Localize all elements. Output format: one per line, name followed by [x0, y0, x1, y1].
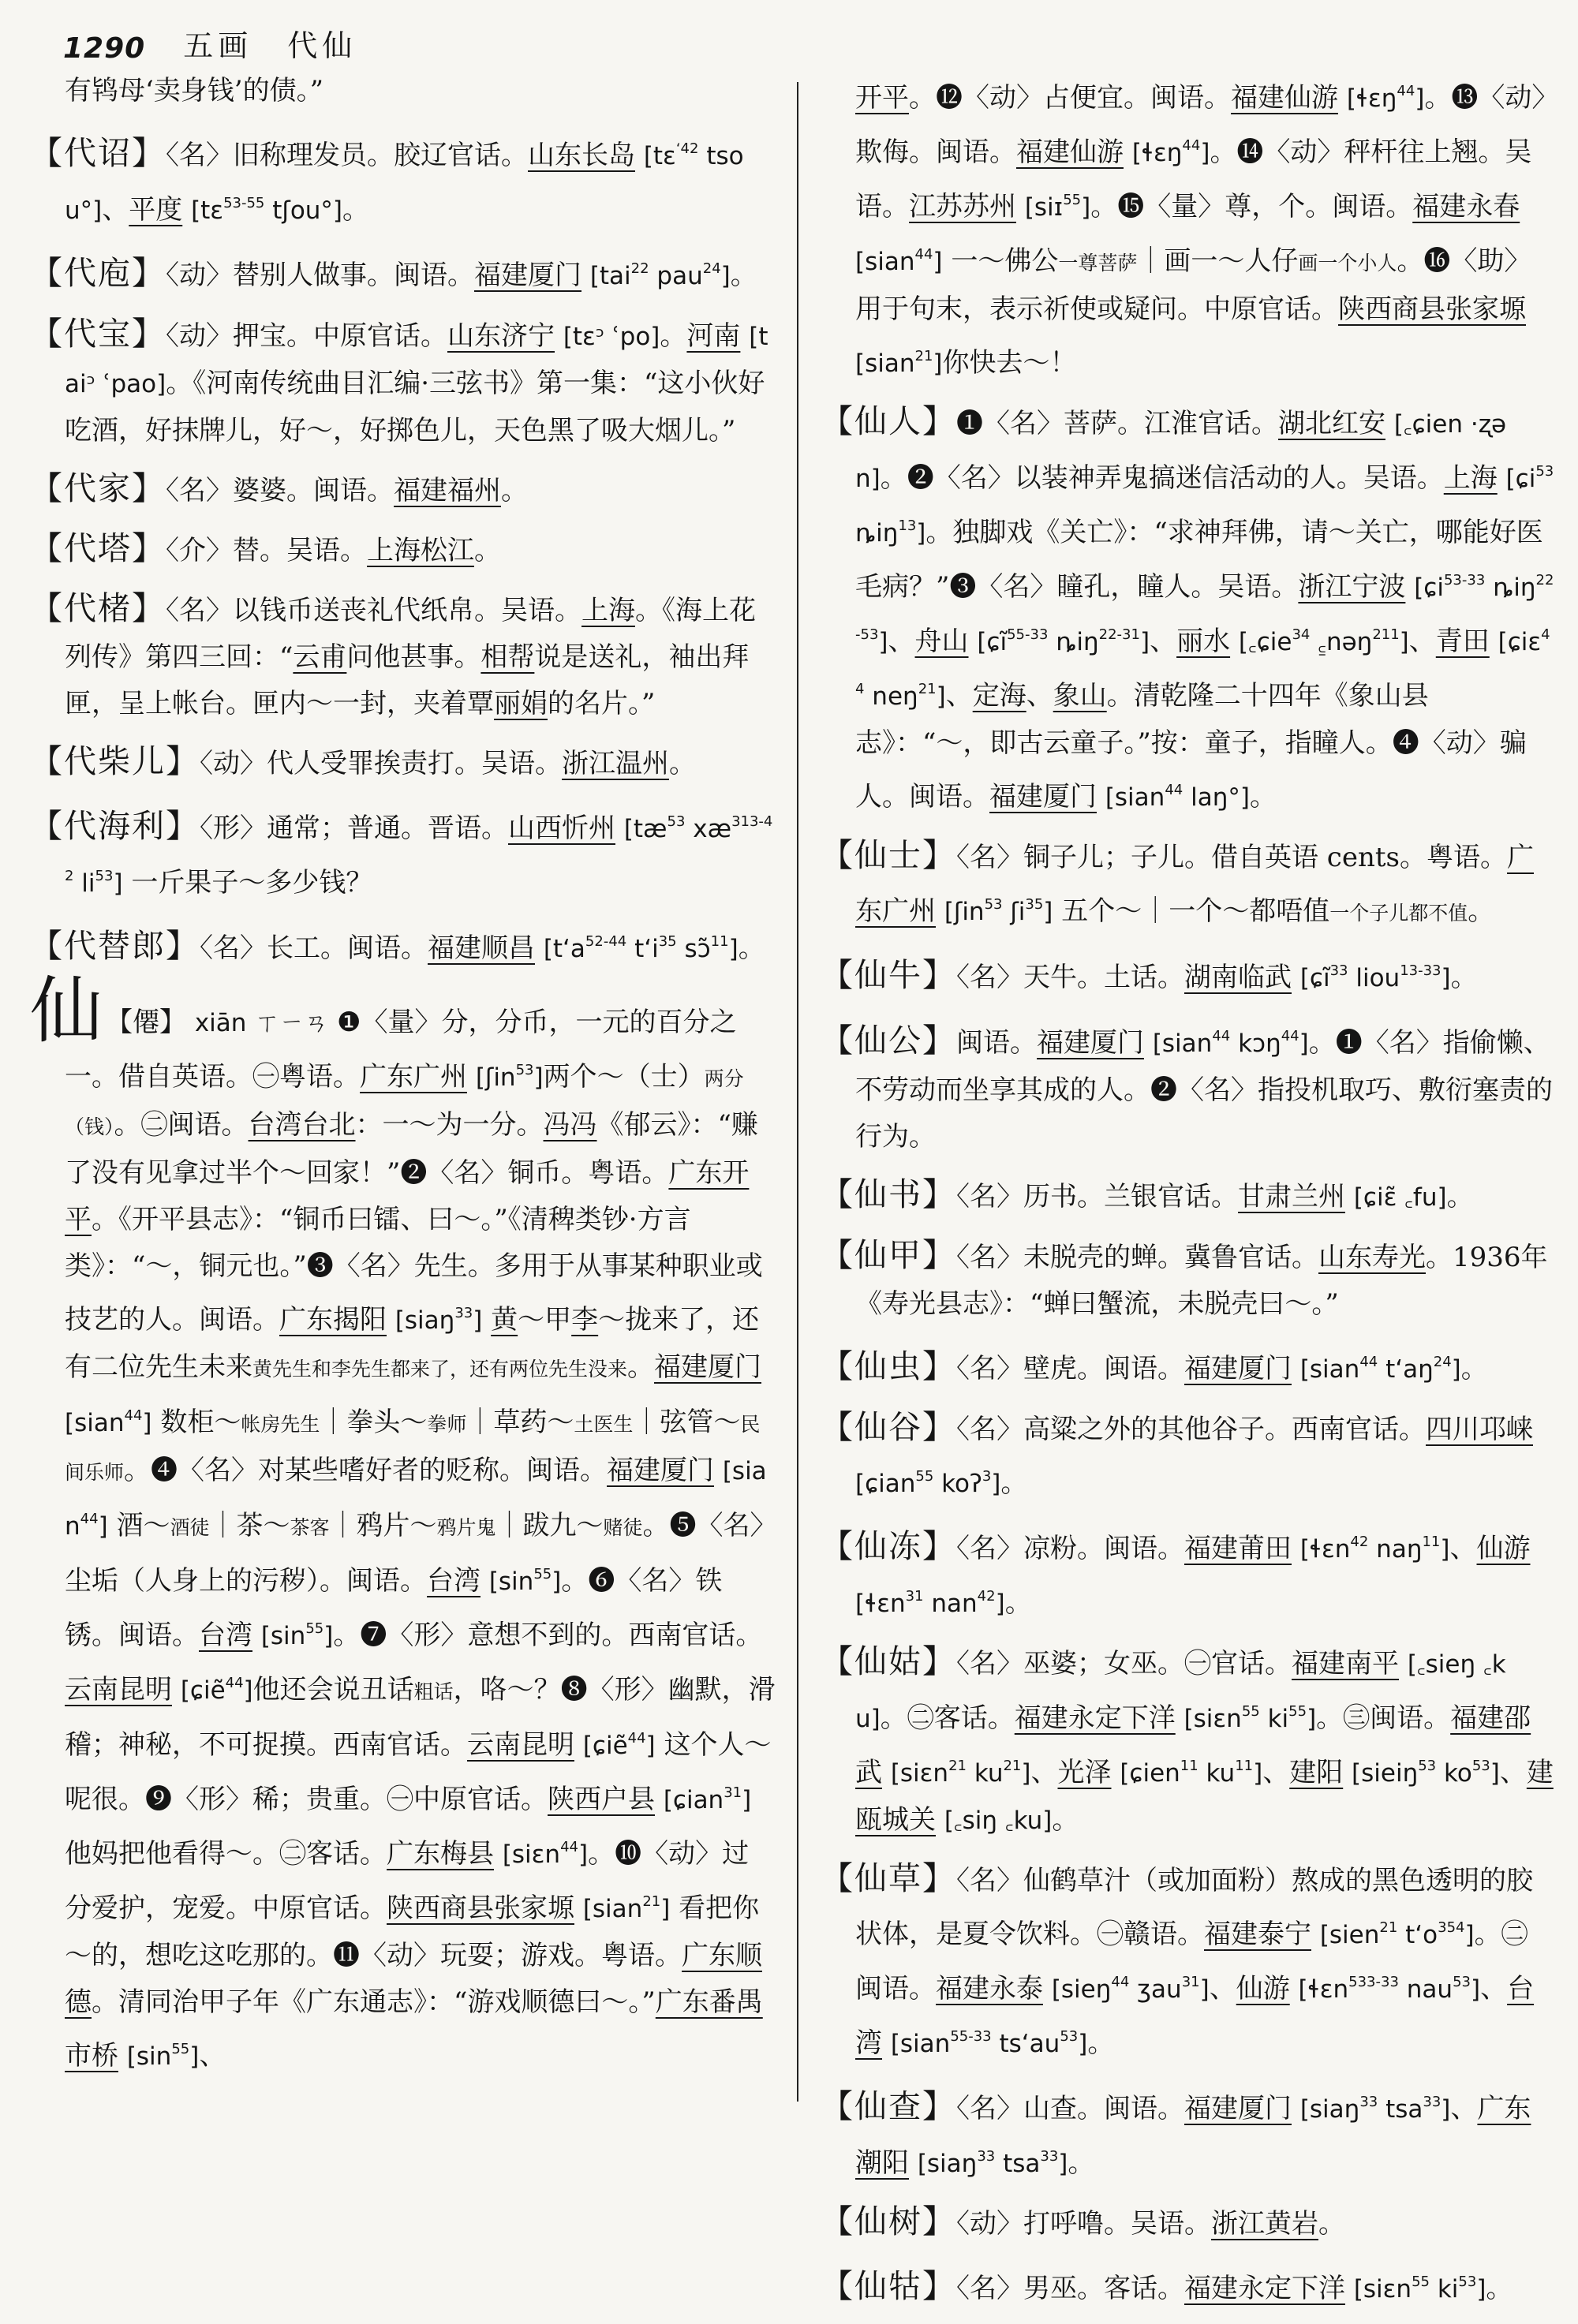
entry-headword: 【代诏】: [30, 134, 166, 172]
dictionary-entry: [821, 1855, 1554, 2068]
dictionary-entry: [821, 947, 1554, 1002]
entry-definition: 〈名〉长工。闽语。福建顺昌 [tʻa$^{52-44}$ tʻi$^{35}$ sɔ̃$^{11}$]。: [200, 932, 765, 964]
entry-headword: 【代庖】: [30, 254, 166, 292]
dictionary-entry: [821, 832, 1554, 936]
entry-definition: 【僊】 xiān ㄒㄧㄢ ❶〈量〉分，分币，一元的百分之一。借自英语。㊀粤语。广东广州 [ʃin$^{53}$]两个～（士）两分（钱）。㊁闽语。台湾台北：一～为一分。冯冯《郁云》：“赚了没有见拿过半个～回家！”❷〈名〉铜币。粤语。广东开平。《开平县志》：“铜币曰镭、曰～。”《清稗类钞·方言类》：“～，铜元也。”❸〈名〉先生。多用于从事某种职业或技艺的人。闽语。广东揭阳 [siaŋ$^{33}$] 黄～甲李～拢来了，还有二位先生未来黄先生和李先生都来了，还有两位先生没来。福建厦门 [sian$^{44}$] 数柜～帐房先生｜拳头～拳师｜草药～土医生｜弦管～民间乐师。❹〈名〉对某些嗜好者的贬称。闽语。福建厦门 [sian$^{44}$] 酒～酒徒｜茶～茶客｜鸦片～鸦片鬼｜跋九～赌徒。❺〈名〉尘垢（人身上的污秽）。闽语。台湾 $[\sin^{55}]$。❻〈名〉铁锈。闽语。台湾 $[\sin^{55}]$。❼〈形〉意想不到的。西南官话。云南昆明 [ɕiẽ$^{44}$]他还会说丑话粗话，咯～？❽〈形〉幽默，滑稽；神秘，不可捉摸。西南官话。云南昆明 [ɕiẽ$^{44}$] 这个人～呢很。❾〈形〉稀；贵重。㊀中原官话。陕西户县 [ɕian$^{31}$] 他妈把他看得～。㊁客话。广东梅县 [siɛn$^{44}$]。❿〈动〉过分爱护，宠爱。中原官话。陕西商县张家塬 [sian$^{21}$] 看把你～的，想吃这吃那的。⓫〈动〉玩耍；游戏。粤语。广东顺德。清同治甲子年《广东通志》：“游戏顺德曰～。”广东番禺市桥 $[\sin^{55}]$、: [65, 1007, 776, 2072]
dictionary-entry: [821, 1171, 1554, 1221]
entry-headword: 【代家】: [30, 469, 166, 507]
entry-definition: 开平。⓬〈动〉占便宜。闽语。福建仙游 [ɬɛŋ$^{44}$]。⓭〈动〉欺侮。闽语。福建仙游 [ɬɛŋ$^{44}$]。⓮〈动〉秤杆往上翘。吴语。江苏苏州 [siɪ$^{55}$]。⓯〈量〉尊，个。闽语。福建永春 [sian$^{44}$] 一～佛公一尊菩萨｜画一～人仔画一个小人。⓰〈助〉用于句末，表示祈使或疑问。中原官话。陕西商县张家塬 [sian$^{21}$]你快去～！: [855, 82, 1546, 379]
entry-headword: 【仙谷】: [821, 1408, 956, 1446]
dictionary-entry: [30, 585, 776, 727]
entry-headword: 【仙树】: [821, 2203, 956, 2240]
dictionary-entry: [30, 918, 776, 973]
entry-definition: 〈名〉旧称理发员。胶辽官话。山东长岛 [tɛ$^{ʻ42}$ tsou°]、平度 [tɛ$^{53-55}$ tʃou°]。: [65, 140, 744, 226]
entry-definition: 〈名〉婆婆。闽语。福建福州。: [166, 475, 528, 506]
entry-headword: 【代柴儿】: [30, 742, 200, 780]
dictionary-entry: [821, 2199, 1554, 2247]
dictionary-entry: [30, 245, 776, 300]
entry-definition: 〈形〉通常；普通。晋语。山西忻州 [$tæ^{53}$ $xæ^{313-42}$ $li^{53}$] 一斤果子～多少钱？: [65, 813, 773, 899]
main-character: 仙: [30, 969, 103, 1053]
entry-headword: 【仙甲】: [821, 1236, 956, 1274]
entry-headword: 【仙虫】: [821, 1347, 956, 1385]
entry-definition: 〈名〉巫婆；女巫。㊀官话。福建南平 [꜀sieŋ ꜀ku]。㊁客话。福建永定下洋 [siɛn$^{55}$ $ki^{55}$]。㊂闽语。福建邵武 [siɛn$^{21}$ $ku^{21}$]、光泽 [ɕien$^{11}$ $ku^{11}$]、建阳 [sieiŋ$^{53}$ $ko^{53}$]、建瓯城关 [꜀siŋ ꜀ku]。: [855, 1648, 1554, 1836]
dictionary-entry: [821, 1339, 1554, 1393]
right-column: [821, 68, 1554, 2324]
entry-definition: 〈名〉铜子儿；子儿。借自英语 cents。粤语。广东广州 [ʃin$^{53}$ ʃi$^{35}$] 五个～｜一个～都唔值一个子儿都不值。: [855, 842, 1534, 927]
dictionary-entry: [30, 738, 776, 787]
entry-headword: 【代楮】: [30, 589, 166, 627]
entry-definition: 〈名〉历书。兰银官话。甘肃兰州 [ɕiɛ̃ ꜀fu]。: [956, 1181, 1474, 1212]
entry-definition: 〈名〉高粱之外的其他谷子。西南官话。四川邛崃 [ɕian$^{55}$ koʔ$^3$]。: [855, 1414, 1533, 1499]
entry-definition: 〈动〉替别人做事。闽语。福建厦门 [tai$^{22}$ pau$^{24}$]。: [166, 260, 757, 291]
dictionary-entry: [821, 1013, 1554, 1160]
dictionary-entry: [821, 1232, 1554, 1328]
entry-definition: 〈动〉代人受罪挨责打。吴语。浙江温州。: [200, 748, 696, 779]
dictionary-entry: [30, 125, 776, 234]
entry-headword: 【仙姑】: [821, 1642, 956, 1680]
entry-headword: 【仙牛】: [821, 956, 956, 994]
column-divider: [797, 82, 798, 2102]
entry-definition: ❶〈名〉菩萨。江淮官话。湖北红安 [꜀ɕien ·ʐən]。❷〈名〉以装神弄鬼搞迷信活动的人。吴语。上海 [ɕi$^{53}$ ȵiŋ$^{13}$]。独脚戏《关亡》：“求神拜佛，请～关亡，哪能好医毛病？”❸〈名〉瞳孔，瞳人。吴语。浙江宁波 [ɕi$^{53-33}$ ȵiŋ$^{22-53}$]、舟山 [ɕĩ$^{55-33}$ ȵiŋ$^{22-31}$]、丽水 [꜀ɕie$^{34}$ ꜁nəŋ$^{211}$]、青田 [ɕiɛ$^{44}$ neŋ$^{21}$]、定海、象山。清乾隆二十四年《象山县志》：“～，即古云童子。”按：童子，指瞳人。❹〈动〉骗人。闽语。福建厦门 [sian$^{44}$ laŋ°]。: [855, 408, 1554, 813]
entry-definition: 有鸨母‘卖身钱’的债。”: [65, 75, 323, 106]
entry-headword: 【仙士】: [821, 836, 956, 874]
dictionary-entry: [821, 2079, 1554, 2188]
left-column: [30, 68, 776, 2091]
entry-definition: 〈名〉以钱币送丧礼代纸帛。吴语。上海。《海上花列传》第四三回：“云甫问他甚事。相帮说是送礼，袖出拜匣，呈上帐台。匣内～一封，夹着覃丽娟的名片。”: [65, 595, 756, 719]
dictionary-entry: [30, 525, 776, 574]
entry-definition: 〈名〉凉粉。闽语。福建莆田 [ɬɛn$^{42}$ naŋ$^{11}$]、仙游 [ɬɛn$^{31}$ nan$^{42}$]。: [855, 1533, 1531, 1619]
dictionary-entry: [30, 465, 776, 514]
entry-definition: 〈名〉仙鹤草汁（或加面粉）熬成的黑色透明的胶状体，是夏令饮料。㊀赣语。福建泰宁 [sien$^{21}$ tʻo$^{354}$]。㊁闽语。福建永泰 [sieŋ$^{44}$ ʒau$^{31}$]、仙游 [ɬɛn$^{533-33}$ nau$^{53}$]、台湾 [sian$^{55-33}$ tsʻau$^{53}$]。: [855, 1865, 1535, 2059]
entry-definition: 〈名〉未脱壳的蝉。冀鲁官话。山东寿光。1936年《寿光县志》：“蝉曰蟹流，未脱壳曰～。”: [855, 1242, 1548, 1320]
entry-definition: 〈名〉男巫。客话。福建永定下洋 [siɛn$^{55}$ $ki^{53}$]。: [956, 2273, 1513, 2304]
entry-continuation: [821, 68, 1554, 387]
page-header: [63, 17, 357, 65]
entry-definition: 闽语。福建厦门 [sian$^{44}$ kɔŋ$^{44}$]。❶〈名〉指偷懒、不劳动而坐享其成的人。❷〈名〉指投机取巧、敷衍塞责的行为。: [855, 1027, 1553, 1153]
dictionary-entry: [30, 311, 776, 454]
entry-headword: 【仙冻】: [821, 1527, 956, 1565]
entry-definition: 〈动〉打呼噜。吴语。浙江黄岩。: [956, 2208, 1345, 2240]
entry-definition: 〈名〉壁虎。闽语。福建厦门 [sian$^{44}$ tʻaŋ$^{24}$]。: [956, 1353, 1488, 1384]
entry-headword: 【仙人】: [821, 402, 956, 440]
entry-headword: 【代替郎】: [30, 927, 200, 965]
entry-headword: 【仙公】: [821, 1022, 956, 1059]
section-title: 五画 代仙: [183, 28, 357, 63]
entry-headword: 【仙查】: [821, 2087, 956, 2125]
dictionary-entry: [821, 1404, 1554, 1508]
dictionary-entry: [821, 1519, 1554, 1627]
entry-definition: 〈动〉押宝。中原官话。山东济宁 [tɛᵓ ʿpo]。河南 [taiᵓ ʿpao]。《河南传统曲目汇编·三弦书》第一集：“这小伙好吃酒，好抹牌儿，好～，好掷色儿，天色黑了吸大烟儿。”: [65, 320, 768, 446]
entry-headword: 【仙草】: [821, 1859, 956, 1897]
entry-continuation: [30, 68, 776, 114]
dictionary-entry: [821, 2259, 1554, 2313]
entry-definition: 〈名〉山查。闽语。福建厦门 [siaŋ$^{33}$ tsa$^{33}$]、广东潮阳 [siaŋ$^{33}$ tsa$^{33}$]。: [855, 2093, 1531, 2179]
main-character-entry: [30, 969, 776, 2080]
entry-headword: 【代塔】: [30, 529, 166, 567]
page-number: 1290: [63, 32, 146, 65]
entry-headword: 【仙书】: [821, 1175, 956, 1213]
entry-headword: 【代宝】: [30, 315, 166, 353]
entry-headword: 【仙牯】: [821, 2267, 956, 2305]
dictionary-entry: [30, 798, 776, 907]
entry-headword: 【代海利】: [30, 807, 200, 845]
dictionary-entry: [821, 1638, 1554, 1844]
entry-definition: 〈名〉天牛。土话。湖南临武 [ɕĩ$^{33}$ liou$^{13-33}$]。: [956, 962, 1478, 993]
dictionary-entry: [821, 398, 1554, 821]
entry-definition: 〈介〉替。吴语。上海松江。: [166, 535, 501, 566]
